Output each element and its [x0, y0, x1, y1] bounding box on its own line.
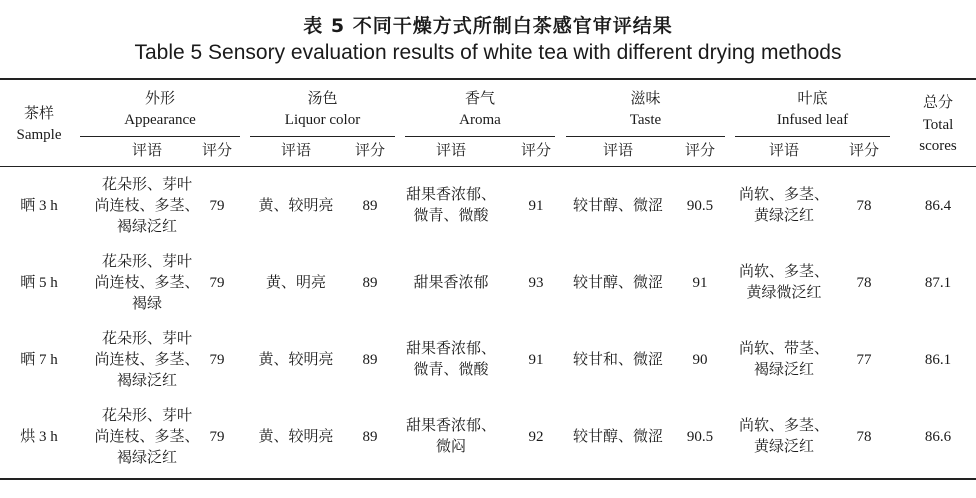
sample-name-cell: 晒 5 h	[20, 274, 58, 291]
comment-line: 较甘醇、微涩	[572, 197, 663, 214]
bottom-rule	[0, 478, 976, 480]
score-cell: 93	[528, 274, 544, 291]
group-header-cn: 叶底	[797, 91, 828, 107]
comment-line: 微闷	[435, 439, 466, 455]
comment-line: 较甘醇、微涩	[572, 274, 663, 291]
comment-line: 花朵形、芽叶	[101, 407, 192, 424]
sample-name-cell: 晒 3 h	[20, 197, 58, 214]
comment-line: 黄绿微泛红	[746, 285, 822, 301]
comment-line: 黄、较明亮	[258, 351, 334, 368]
score-cell: 90.5	[686, 197, 714, 214]
comment-line: 甜果香浓郁	[413, 274, 489, 291]
score-cell: 79	[209, 428, 225, 445]
score-cell: 90.5	[686, 428, 714, 445]
comment-line: 黄、明亮	[265, 274, 326, 291]
comment-line: 黄绿泛红	[753, 439, 814, 455]
comment-line: 尚连枝、多茎、	[94, 274, 200, 291]
total-score-cell: 86.1	[924, 351, 952, 368]
comment-line: 尚软、多茎、	[738, 264, 829, 280]
sample-name-cell: 烘 3 h	[20, 428, 58, 445]
score-cell: 91	[528, 351, 544, 368]
total-score-cell: 86.6	[924, 428, 952, 445]
comment-line: 褐绿	[131, 295, 162, 312]
comment-line: 褐绿泛红	[753, 362, 814, 378]
group-underline-1	[80, 136, 240, 137]
comment-line: 尚软、带茎、	[738, 341, 829, 357]
group-underline-2	[250, 136, 395, 137]
group-header-cn: 滋味	[630, 91, 661, 107]
table-caption-en: Table 5 Sensory evaluation results of white tea with different drying methods	[134, 41, 842, 64]
total-score-cell: 86.4	[924, 197, 952, 214]
score-cell: 77	[856, 351, 872, 368]
comment-line: 尚软、多茎、	[738, 187, 829, 203]
column-header-score: 评分	[848, 143, 879, 159]
header-total-en-1: Total	[922, 117, 954, 133]
column-header-comment: 评语	[280, 143, 311, 159]
column-header-comment: 评语	[768, 143, 799, 159]
column-header-comment: 评语	[435, 143, 466, 159]
score-cell: 89	[362, 274, 378, 291]
comment-line: 尚软、多茎、	[738, 418, 829, 434]
top-rule	[0, 78, 976, 80]
comment-line: 甜果香浓郁、	[405, 187, 496, 203]
comment-line: 甜果香浓郁、	[405, 341, 496, 357]
comment-line: 尚连枝、多茎、	[94, 197, 200, 214]
group-header-en: Infused leaf	[776, 112, 849, 128]
comment-line: 花朵形、芽叶	[101, 176, 192, 193]
score-cell: 91	[692, 274, 708, 291]
column-header-comment: 评语	[131, 143, 162, 159]
score-cell: 78	[856, 274, 872, 291]
group-underline-5	[735, 136, 890, 137]
comment-line: 褐绿泛红	[116, 372, 177, 389]
score-cell: 79	[209, 274, 225, 291]
header-total-cn: 总分	[922, 95, 953, 111]
score-cell: 78	[856, 197, 872, 214]
group-underline-3	[405, 136, 555, 137]
score-cell: 89	[362, 197, 378, 214]
comment-line: 花朵形、芽叶	[101, 253, 192, 270]
score-cell: 89	[362, 351, 378, 368]
score-cell: 89	[362, 428, 378, 445]
comment-line: 褐绿泛红	[116, 449, 177, 466]
column-header-score: 评分	[520, 143, 551, 159]
comment-line: 尚连枝、多茎、	[94, 351, 200, 368]
column-header-score: 评分	[201, 143, 232, 159]
header-sample-cn: 茶样	[23, 106, 54, 122]
comment-line: 较甘和、微涩	[572, 351, 663, 368]
group-header-en: Liquor color	[284, 112, 361, 128]
group-header-cn: 汤色	[307, 91, 338, 107]
comment-line: 花朵形、芽叶	[101, 330, 192, 347]
group-header-en: Aroma	[459, 112, 501, 128]
comment-line: 黄、较明亮	[258, 197, 334, 214]
score-cell: 78	[856, 428, 872, 445]
group-header-en: Taste	[629, 112, 662, 128]
group-header-en: Appearance	[124, 112, 196, 128]
comment-line: 较甘醇、微涩	[572, 428, 663, 445]
table-caption-cn: 表 5 不同干燥方式所制白茶感官审评结果	[303, 15, 673, 37]
comment-line: 黄、较明亮	[258, 428, 334, 445]
comment-line: 微青、微酸	[413, 208, 489, 224]
sample-name-cell: 晒 7 h	[20, 351, 58, 368]
score-cell: 79	[209, 197, 225, 214]
comment-line: 黄绿泛红	[753, 208, 814, 224]
comment-line: 褐绿泛红	[116, 218, 177, 235]
group-header-cn: 香气	[464, 91, 495, 107]
comment-line: 尚连枝、多茎、	[94, 428, 200, 445]
header-sample-en: Sample	[16, 127, 62, 143]
column-header-score: 评分	[354, 143, 385, 159]
header-rule	[0, 166, 976, 167]
comment-line: 甜果香浓郁、	[405, 418, 496, 434]
score-cell: 92	[528, 428, 544, 445]
score-cell: 79	[209, 351, 225, 368]
column-header-score: 评分	[684, 143, 715, 159]
total-score-cell: 87.1	[924, 274, 952, 291]
group-underline-4	[566, 136, 725, 137]
header-total-en-2: scores	[919, 138, 957, 154]
group-header-cn: 外形	[144, 91, 175, 107]
comment-line: 微青、微酸	[413, 362, 489, 378]
column-header-comment: 评语	[602, 143, 633, 159]
score-cell: 90	[692, 351, 708, 368]
score-cell: 91	[528, 197, 544, 214]
